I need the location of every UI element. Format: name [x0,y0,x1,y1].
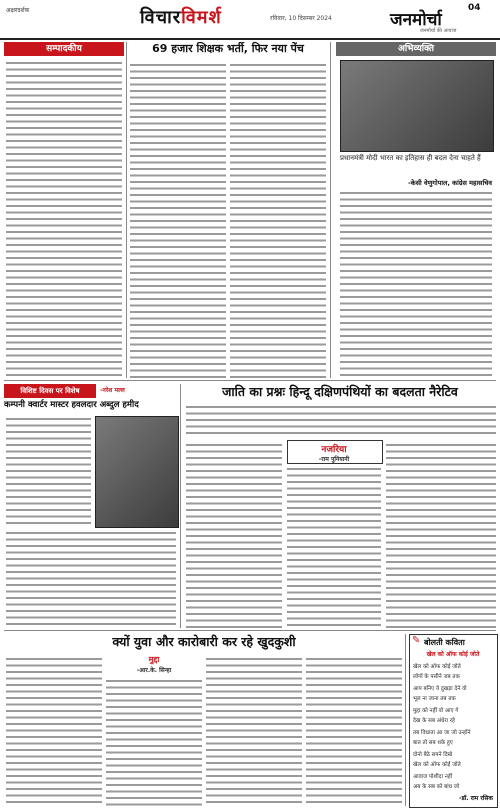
suicide-author: -आर.के. सिन्हा [136,667,172,674]
special-day-band: विशिष्ट दिवस पर विशेष [4,384,96,398]
suicide-headline: क्यों युवा और कारोबारी कर रहे खुदकुशी [112,634,296,649]
column-divider [126,42,127,378]
opinion-extra [340,190,492,378]
page-number: 04 [468,3,481,13]
suicide-col-3 [206,656,302,806]
poem-line: खेल को ऑफ कोई जोते [413,762,461,768]
suicide-col-4 [306,656,402,806]
brand-slogan: जनमोर्चा की आवाज [420,28,457,34]
poem-line: आवाज पोशीदा नहीं [413,774,453,780]
editorial-body [6,60,122,378]
poem-line: मुद्दा को नहीं वो आए गे [413,708,459,714]
special-headline: कम्पनी क्वार्टर मास्टर हवलदार अब्दुल हमीद [4,400,139,410]
opinion-author: -केसी वेणुगोपाल, कांग्रेस महासचिव [407,179,492,187]
opinion-quote: प्रधानमंत्री मोदी भारत का इतिहास ही बदल देना चाहते हैं [340,154,481,162]
section-title-part-b: विमर्श [181,7,222,28]
special-col-2 [6,530,176,626]
main-headline: 69 हजार शिक्षक भर्ती, फिर नया पेंच [152,42,304,55]
horizontal-divider [4,380,496,381]
poem-line: अब के सब को बांध जो [413,784,460,790]
poem-author: -डॉ. राम रसिक [459,795,493,802]
main-story-col-2 [230,62,326,378]
date-line: रविवार, 10 दिसम्बर 2024 [270,15,332,22]
hamid-portrait [95,416,179,528]
poem-line: देख के सब अंधेरा रहे [413,718,455,724]
caste-col-3 [386,442,496,628]
suicide-col-2 [106,678,202,806]
masthead-left-note: अक्षरदर्शक [6,7,30,14]
editorial-band: सम्पादकीय [4,42,124,56]
opinion-band: अभिव्यक्ति [336,42,496,56]
caste-headline: जाति का प्रश्नः हिन्दू दक्षिणपंथियों का बदलता नैरेटिव [222,384,458,399]
poem-line: तब विधाता आ जा जो उन्होंने [413,730,471,736]
special-col-1 [6,416,91,526]
poem-line: लोगों के पसीने जब तक [413,674,460,680]
section-title-part-a: विचार [140,7,182,28]
poem-line: भूल ना जाना तब तक [413,696,456,702]
brand-logo: जनमोर्चा [390,10,442,30]
caste-col-2 [287,466,381,628]
poem-title: बोलती कविता [424,638,465,647]
poem-line: बात तो सब थके हुए [413,740,453,746]
column-label: नजरिया [321,445,347,455]
opinion-portrait [340,60,494,152]
column-divider [405,634,406,806]
column-author: -राम पुनियानी [318,456,350,463]
caste-intro [186,404,496,438]
column-divider [330,42,331,378]
section-title [140,5,222,29]
suicide-column-label: मुद्दा [148,655,160,664]
masthead [0,0,500,40]
suicide-col-1 [6,656,102,806]
column-divider [180,384,181,628]
caste-col-1 [186,442,282,628]
poem-line: खेल को ऑफ कोई जोते [413,664,461,670]
poem-subtitle: खेल को ऑफ कोई जोते [426,651,480,658]
main-story-col-1 [130,62,226,378]
megaphone-icon: ✎ [412,635,421,646]
special-author-small: -नरेश मल्ल [100,387,125,394]
poem-line: दोनो बैठे सपने दिखे [413,752,453,758]
horizontal-divider [4,630,496,631]
poem-line: आप बनिए ये दुखड़ा देने वो [413,686,467,692]
